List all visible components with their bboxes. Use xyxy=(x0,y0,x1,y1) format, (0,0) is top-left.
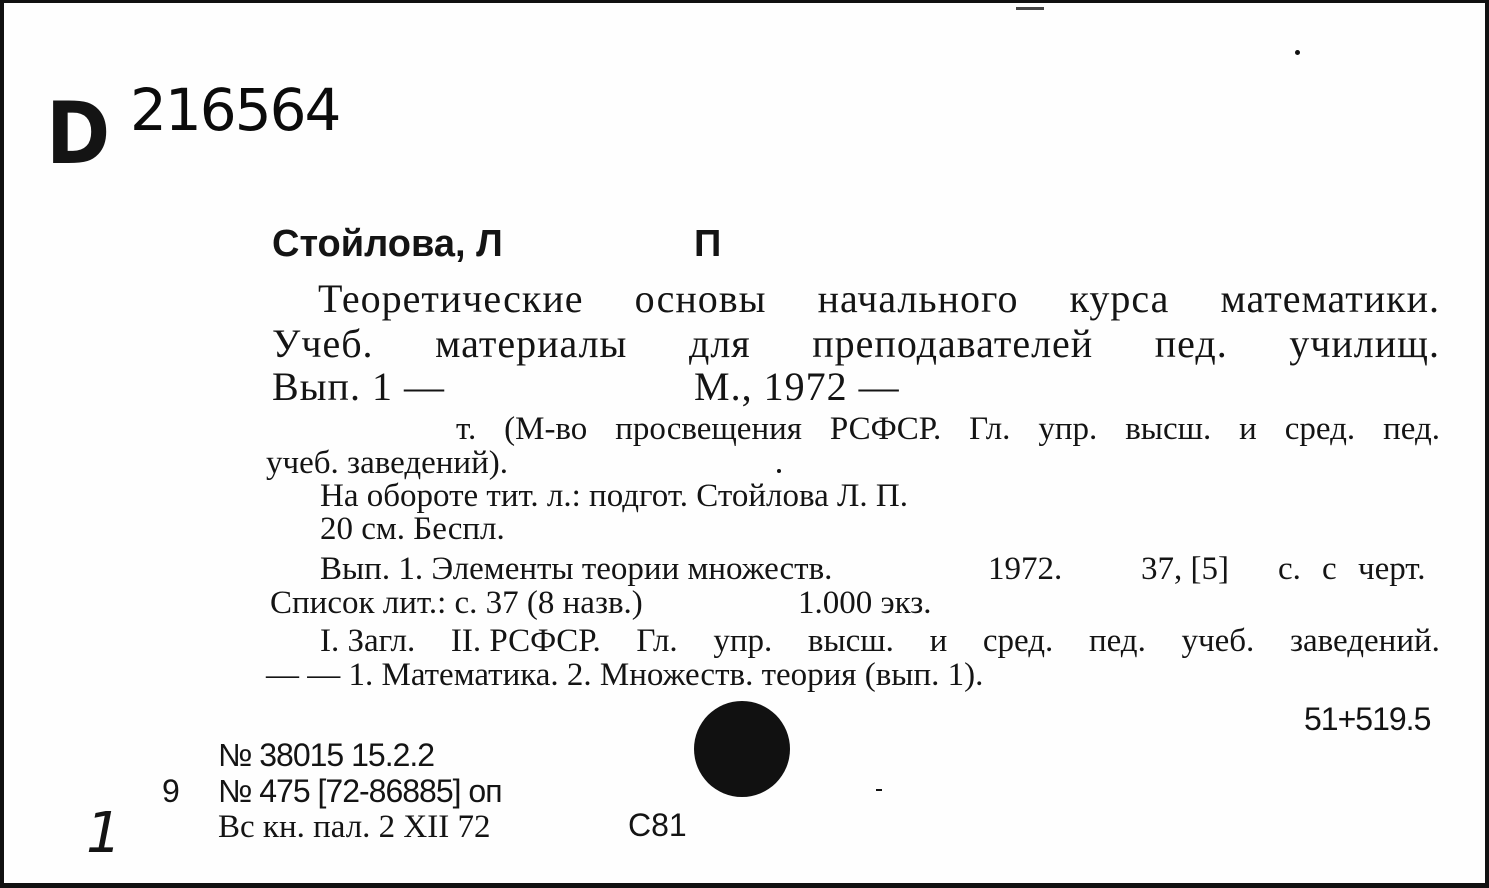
title-line-1 xyxy=(318,276,1440,321)
speck xyxy=(777,469,781,473)
card-code: С81 xyxy=(628,807,687,843)
title-word: Учеб. xyxy=(272,321,374,366)
issue-pages: 37, [5] xyxy=(1141,551,1229,587)
registry-number: № 475 [72-86885] оп xyxy=(218,773,502,809)
subject-word: и xyxy=(929,623,948,659)
reverse-title-note: На обороте тит. л.: подгот. Стойлова Л. П. xyxy=(320,478,908,514)
subject-word: I. Загл. xyxy=(320,623,416,659)
scan-mark xyxy=(1016,7,1044,10)
title-word: математики. xyxy=(1220,276,1440,321)
title-word: начального xyxy=(817,276,1019,321)
imprint-line-2: учеб. заведений). xyxy=(266,445,508,481)
title-word: курса xyxy=(1069,276,1170,321)
classification-index: 51+519.5 xyxy=(1304,701,1431,737)
subject-word: упр. xyxy=(713,623,773,659)
author-name: Стойлова, Л xyxy=(272,223,503,265)
subject-headings-line-2: — — 1. Математика. 2. Множеств. теория (вып. 1). xyxy=(266,657,984,693)
title-word: пед. xyxy=(1154,321,1228,366)
subject-word: высш. xyxy=(807,623,894,659)
title-word: училищ. xyxy=(1289,321,1440,366)
title-word: материалы xyxy=(435,321,628,366)
issue-illustrations: черт. xyxy=(1358,551,1426,587)
book-chamber-date: Вс кн. пал. 2 XII 72 xyxy=(218,809,491,845)
subject-word: пед. xyxy=(1088,623,1146,659)
punch-hole xyxy=(694,701,790,797)
title-word: основы xyxy=(634,276,767,321)
issue-with: с xyxy=(1322,551,1337,587)
subject-word: заведений. xyxy=(1289,623,1440,659)
size-price: 20 см. Беспл. xyxy=(320,511,505,547)
title-word: для xyxy=(688,321,751,366)
subject-word: II. РСФСР. xyxy=(450,623,601,659)
issue-title: Вып. 1. Элементы теории множеств. xyxy=(320,551,833,587)
speck xyxy=(876,789,882,791)
title-word: преподавателей xyxy=(812,321,1094,366)
imprint-line-1: т. (М-во просвещения РСФСР. Гл. упр. высш. и сред. пед. xyxy=(456,411,1440,447)
card-count: 9 xyxy=(162,773,180,809)
subject-word: сред. xyxy=(982,623,1054,659)
volume-label: Вып. 1 — xyxy=(272,364,445,409)
subject-word: учеб. xyxy=(1181,623,1255,659)
subject-headings-line-1 xyxy=(320,625,1440,658)
title-line-2 xyxy=(272,321,1440,366)
speck xyxy=(1295,50,1300,55)
publisher-year: М., 1972 — xyxy=(694,364,900,409)
handwritten-call-number: 216564 xyxy=(130,76,340,144)
issue-year: 1972. xyxy=(988,551,1063,587)
accession-number: № 38015 15.2.2 xyxy=(218,737,435,773)
author-initial: П xyxy=(694,223,722,265)
print-run: 1.000 экз. xyxy=(798,585,932,621)
subject-word: Гл. xyxy=(636,623,678,659)
title-word: Теоретические xyxy=(318,276,584,321)
handwritten-mark: 1 xyxy=(86,801,122,866)
stamp-letter: D xyxy=(46,84,111,184)
issue-pages-unit: с. xyxy=(1278,551,1301,587)
bibliography-note: Список лит.: с. 37 (8 назв.) xyxy=(270,585,643,621)
